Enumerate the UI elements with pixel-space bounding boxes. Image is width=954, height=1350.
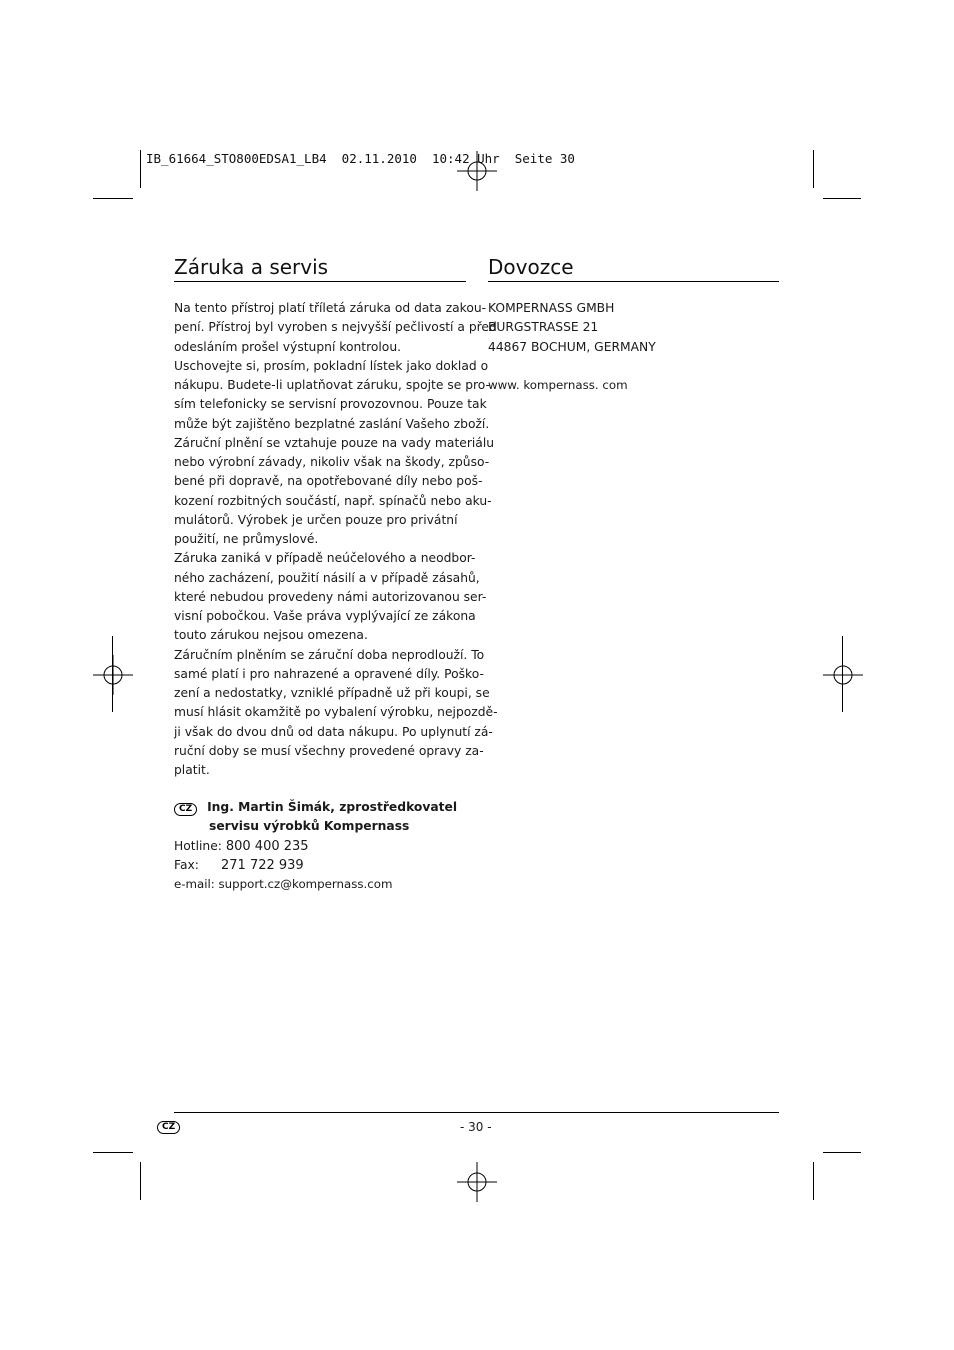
warranty-line: mulátorů. Výrobek je určen pouze pro privátní [174, 512, 458, 527]
warranty-text [174, 299, 498, 780]
heading-rule [174, 281, 466, 282]
hotline-label: Hotline: [174, 838, 222, 853]
warranty-line: nákupu. Budete-li uplatňovat záruku, spojte se pro- [174, 378, 490, 392]
warranty-line: ji však do dvou dnů od data nákupu. Po uplynutí zá- [174, 724, 493, 739]
page-number: - 30 - [460, 1120, 492, 1134]
footer-rule [174, 1112, 779, 1113]
section-title-importer: Dovozce [488, 255, 574, 279]
warranty-line: pení. Přístroj byl vyroben s nejvyšší pečlivostí a před [174, 320, 497, 335]
hotline-row [174, 837, 474, 856]
crop-mark [93, 1152, 133, 1153]
crop-mark [823, 198, 861, 199]
service-name: Ing. Martin Šimák, zprostředkovatel [207, 800, 458, 814]
fax-row [174, 856, 474, 875]
warranty-line: visní pobočkou. Vaše práva vyplývající ze zákona [174, 609, 476, 623]
warranty-line: nebo výrobní závady, nikoliv však na škody, způso- [174, 455, 490, 469]
warranty-line: může být zajištěno bezplatné zaslání Vašeho zboží. [174, 416, 490, 431]
warranty-line: bené při dopravě, na opotřebované díly nebo poš- [174, 474, 483, 489]
registration-mark-icon [823, 655, 863, 695]
warranty-line: použití, ne průmyslové. [174, 532, 319, 546]
warranty-line: ruční doby se musí všechny provedené opravy za- [174, 743, 484, 758]
warranty-line: Uschovejte si, prosím, pokladní lístek jako doklad o [174, 358, 489, 373]
warranty-line: které nebudou provedeny námi autorizovanou ser- [174, 589, 487, 604]
fax-label: Fax: [174, 857, 199, 872]
crop-mark [93, 198, 133, 199]
crop-mark [112, 636, 113, 712]
address-line: BURGSTRASSE 21 [488, 320, 599, 335]
cz-badge-icon: CZ [174, 803, 197, 816]
crop-mark [823, 1152, 861, 1153]
warranty-line: Záručním plněním se záruční doba neprodlouží. To [174, 647, 485, 662]
crop-mark [140, 150, 141, 188]
crop-mark [842, 636, 843, 712]
warranty-line: odesláním prošel výstupní kontrolou. [174, 339, 402, 354]
warranty-line: sím telefonicky se servisní provozovnou. Pouze tak [174, 397, 487, 412]
importer-website: www. kompernass. com [488, 378, 628, 392]
address-line: 44867 BOCHUM, GERMANY [488, 339, 656, 354]
warranty-line: zení a nedostatky, vzniklé případně už při koupi, se [174, 686, 490, 700]
cz-badge-icon: CZ [157, 1121, 180, 1134]
registration-mark-icon [457, 1162, 497, 1202]
section-title-warranty: Záruka a servis [174, 255, 329, 279]
email-value: support.cz@kompernass.com [218, 877, 393, 891]
address-line: KOMPERNASS GMBH [488, 301, 615, 315]
crop-mark [813, 150, 814, 188]
heading-rule [488, 281, 779, 282]
warranty-line: musí hlásit okamžitě po vybalení výrobku, nejpozdě- [174, 705, 498, 720]
registration-mark-icon [93, 655, 133, 695]
warranty-line: platit. [174, 763, 210, 777]
print-slug: IB_61664_STO800EDSA1_LB4 02.11.2010 10:42 Uhr Seite 30 [146, 151, 575, 166]
crop-mark [140, 1162, 141, 1200]
warranty-line: Záruční plnění se vztahuje pouze na vady materiálu [174, 435, 495, 450]
importer-address [488, 299, 778, 357]
hotline-value: 800 400 235 [225, 838, 309, 854]
warranty-line: Záruka zaniká v případě neúčelového a neodbor- [174, 551, 476, 566]
email-label: e-mail: [174, 877, 215, 891]
service-name-line2: servisu výrobků Kompernass [209, 819, 410, 834]
warranty-line: touto zárukou nejsou omezena. [174, 628, 368, 643]
email-row [174, 875, 474, 894]
warranty-line: kození rozbitných součástí, např. spínačů nebo aku- [174, 493, 492, 508]
crop-mark [813, 1162, 814, 1200]
warranty-line: samé platí i pro nahrazené a opravené díly. Poško- [174, 666, 484, 681]
warranty-line: Na tento přístroj platí tříletá záruka od data zakou- [174, 301, 487, 315]
fax-value: 271 722 939 [221, 857, 304, 873]
service-contact [174, 798, 474, 894]
warranty-line: ného zacházení, použití násilí a v případě zásahů, [174, 570, 480, 585]
registration-mark-icon [457, 151, 497, 191]
